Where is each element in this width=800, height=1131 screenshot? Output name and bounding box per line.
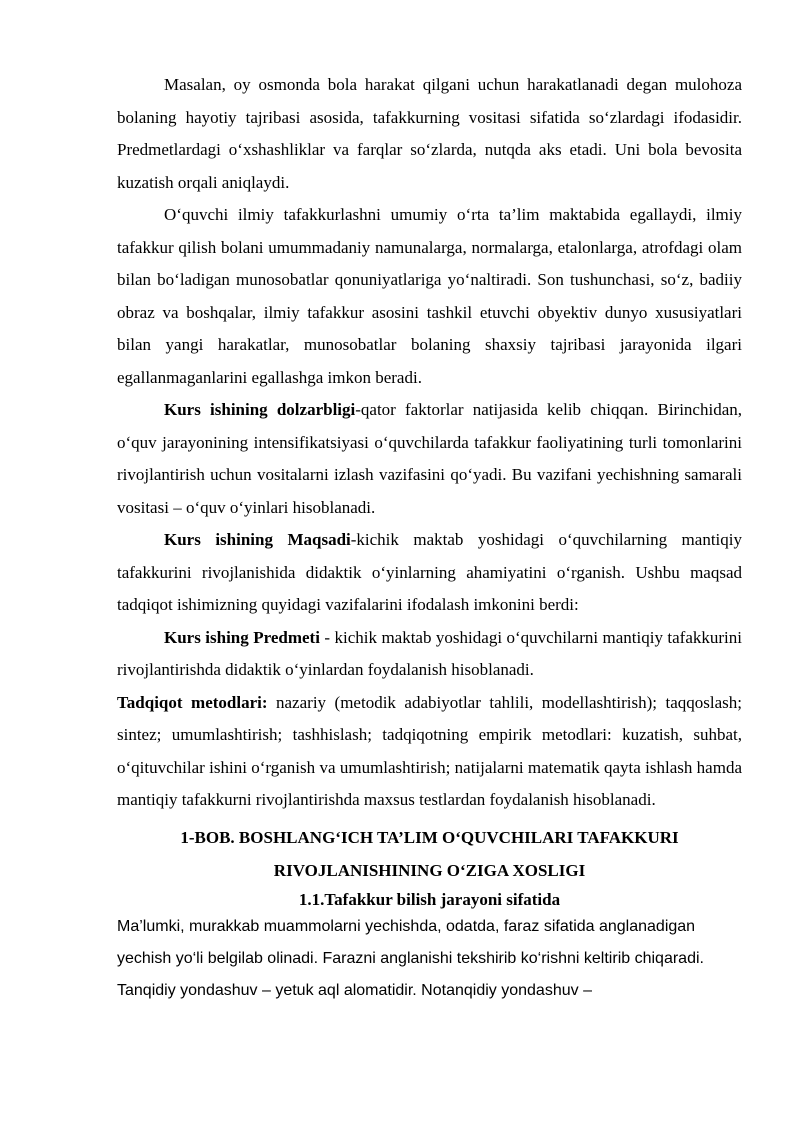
subject-text: - kichik maktab yoshidagi o‘quvchilarni mantiqiy tafakkurini rivojlantirishda didaktik o‘yinlardan foydalanish hisoblanadi. [117,627,742,679]
paragraph-methods [117,687,742,817]
document-page [117,69,742,1007]
paragraph-subject [117,622,742,687]
paragraph-scientific-thinking: O‘quvchi ilmiy tafakkurlashni umumiy o‘rta ta’lim maktabida egallaydi, ilmiy tafakkur qilish bolani umummadaniy namunalarga, normalarga, etalonlarga, atrofdagi olam bilan bo‘ladigan munosobatlar qonuniyatlariga yo‘naltiradi. Son tushunchasi, so‘z, badiiy obraz va boshqalar, ilmiy tafakkur asosini tashkil etuvchi obyektiv dunyo xususiyatlari bilan yangi harakatlar, munosobatlar bolaning shaxsiy tajribasi jarayonida ilgari egallanmaganlarini egallashga imkon beradi. [117,205,742,387]
methods-label: Tadqiqot metodlari: [117,692,268,712]
chapter-title [117,821,742,887]
chapter-title-line1: 1-BOB. BOSHLANG‘ICH TA’LIM O‘QUVCHILARI TAFAKKURI [180,827,679,847]
paragraph-intro: Masalan, oy osmonda bola harakat qilgani uchun harakatlanadi degan mulohoza bolaning hayotiy tajribasi asosida, tafakkurning vositasi sifatida so‘zlardagi ifodasidir. Predmetlardagi o‘xshashliklar va farqlar so‘zlarda, nutqda aks etadi. Uni bola bevosita kuzatish orqali aniqlaydi. [117,75,742,192]
paragraph-relevance [117,394,742,524]
chapter-title-line2: RIVOJLANISHINING O‘ZIGA XOSLIGI [273,860,586,880]
relevance-text: -qator faktorlar natijasida kelib chiqqan. Birinchidan, o‘quv jarayonining intensifikatsiyasi o‘quvchilarda tafakkur faoliyatining turli tomonlarini rivojlantirish uchun vositalarni izlash vazifasini qo‘yadi. Bu vazifani yechishning samarali vositasi – o‘quv o‘yinlari hisoblanadi. [117,400,742,517]
goal-label: Kurs ishining Maqsadi [164,530,351,549]
relevance-label: Kurs ishining dolzarbligi [164,400,356,419]
subject-label: Kurs ishing Predmeti [164,627,320,647]
paragraph-goal [117,524,742,622]
paragraph-hypothesis: Ma’lumki, murakkab muammolarni yechishda, odatda, faraz sifatida anglanadigan yechish yo‘li belgilab olinadi. Farazni anglanishi tekshirib ko‘rishni keltirib chiqaradi. Tanqidiy yondashuv – yetuk aql alomatidir. Notanqidiy yondashuv – [117,917,704,999]
goal-text: -kichik maktab yoshidagi o‘quvchilarning mantiqiy tafakkurini rivojlanishida didaktik o‘yinlarning ahamiyatini o‘rganish. Ushbu maqsad tadqiqot ishimizning quyidagi vazifalarini ifodalash imkonini berdi: [117,530,742,614]
methods-text: nazariy (metodik adabiyotlar tahlili, modellashtirish); taqqoslash; sintez; umumlashtirish; tashhislash; tadqiqotning empirik metodlari: kuzatish, suhbat, o‘qituvchilar ishini o‘rganish va umumlashtirish; natijalarni matematik qayta ishlash hamda mantiqiy tafakkurni rivojlantirishda maxsus testlardan foydalanish hisoblanadi. [117,692,742,809]
section-title: 1.1.Tafakkur bilish jarayoni sifatida [298,889,561,909]
